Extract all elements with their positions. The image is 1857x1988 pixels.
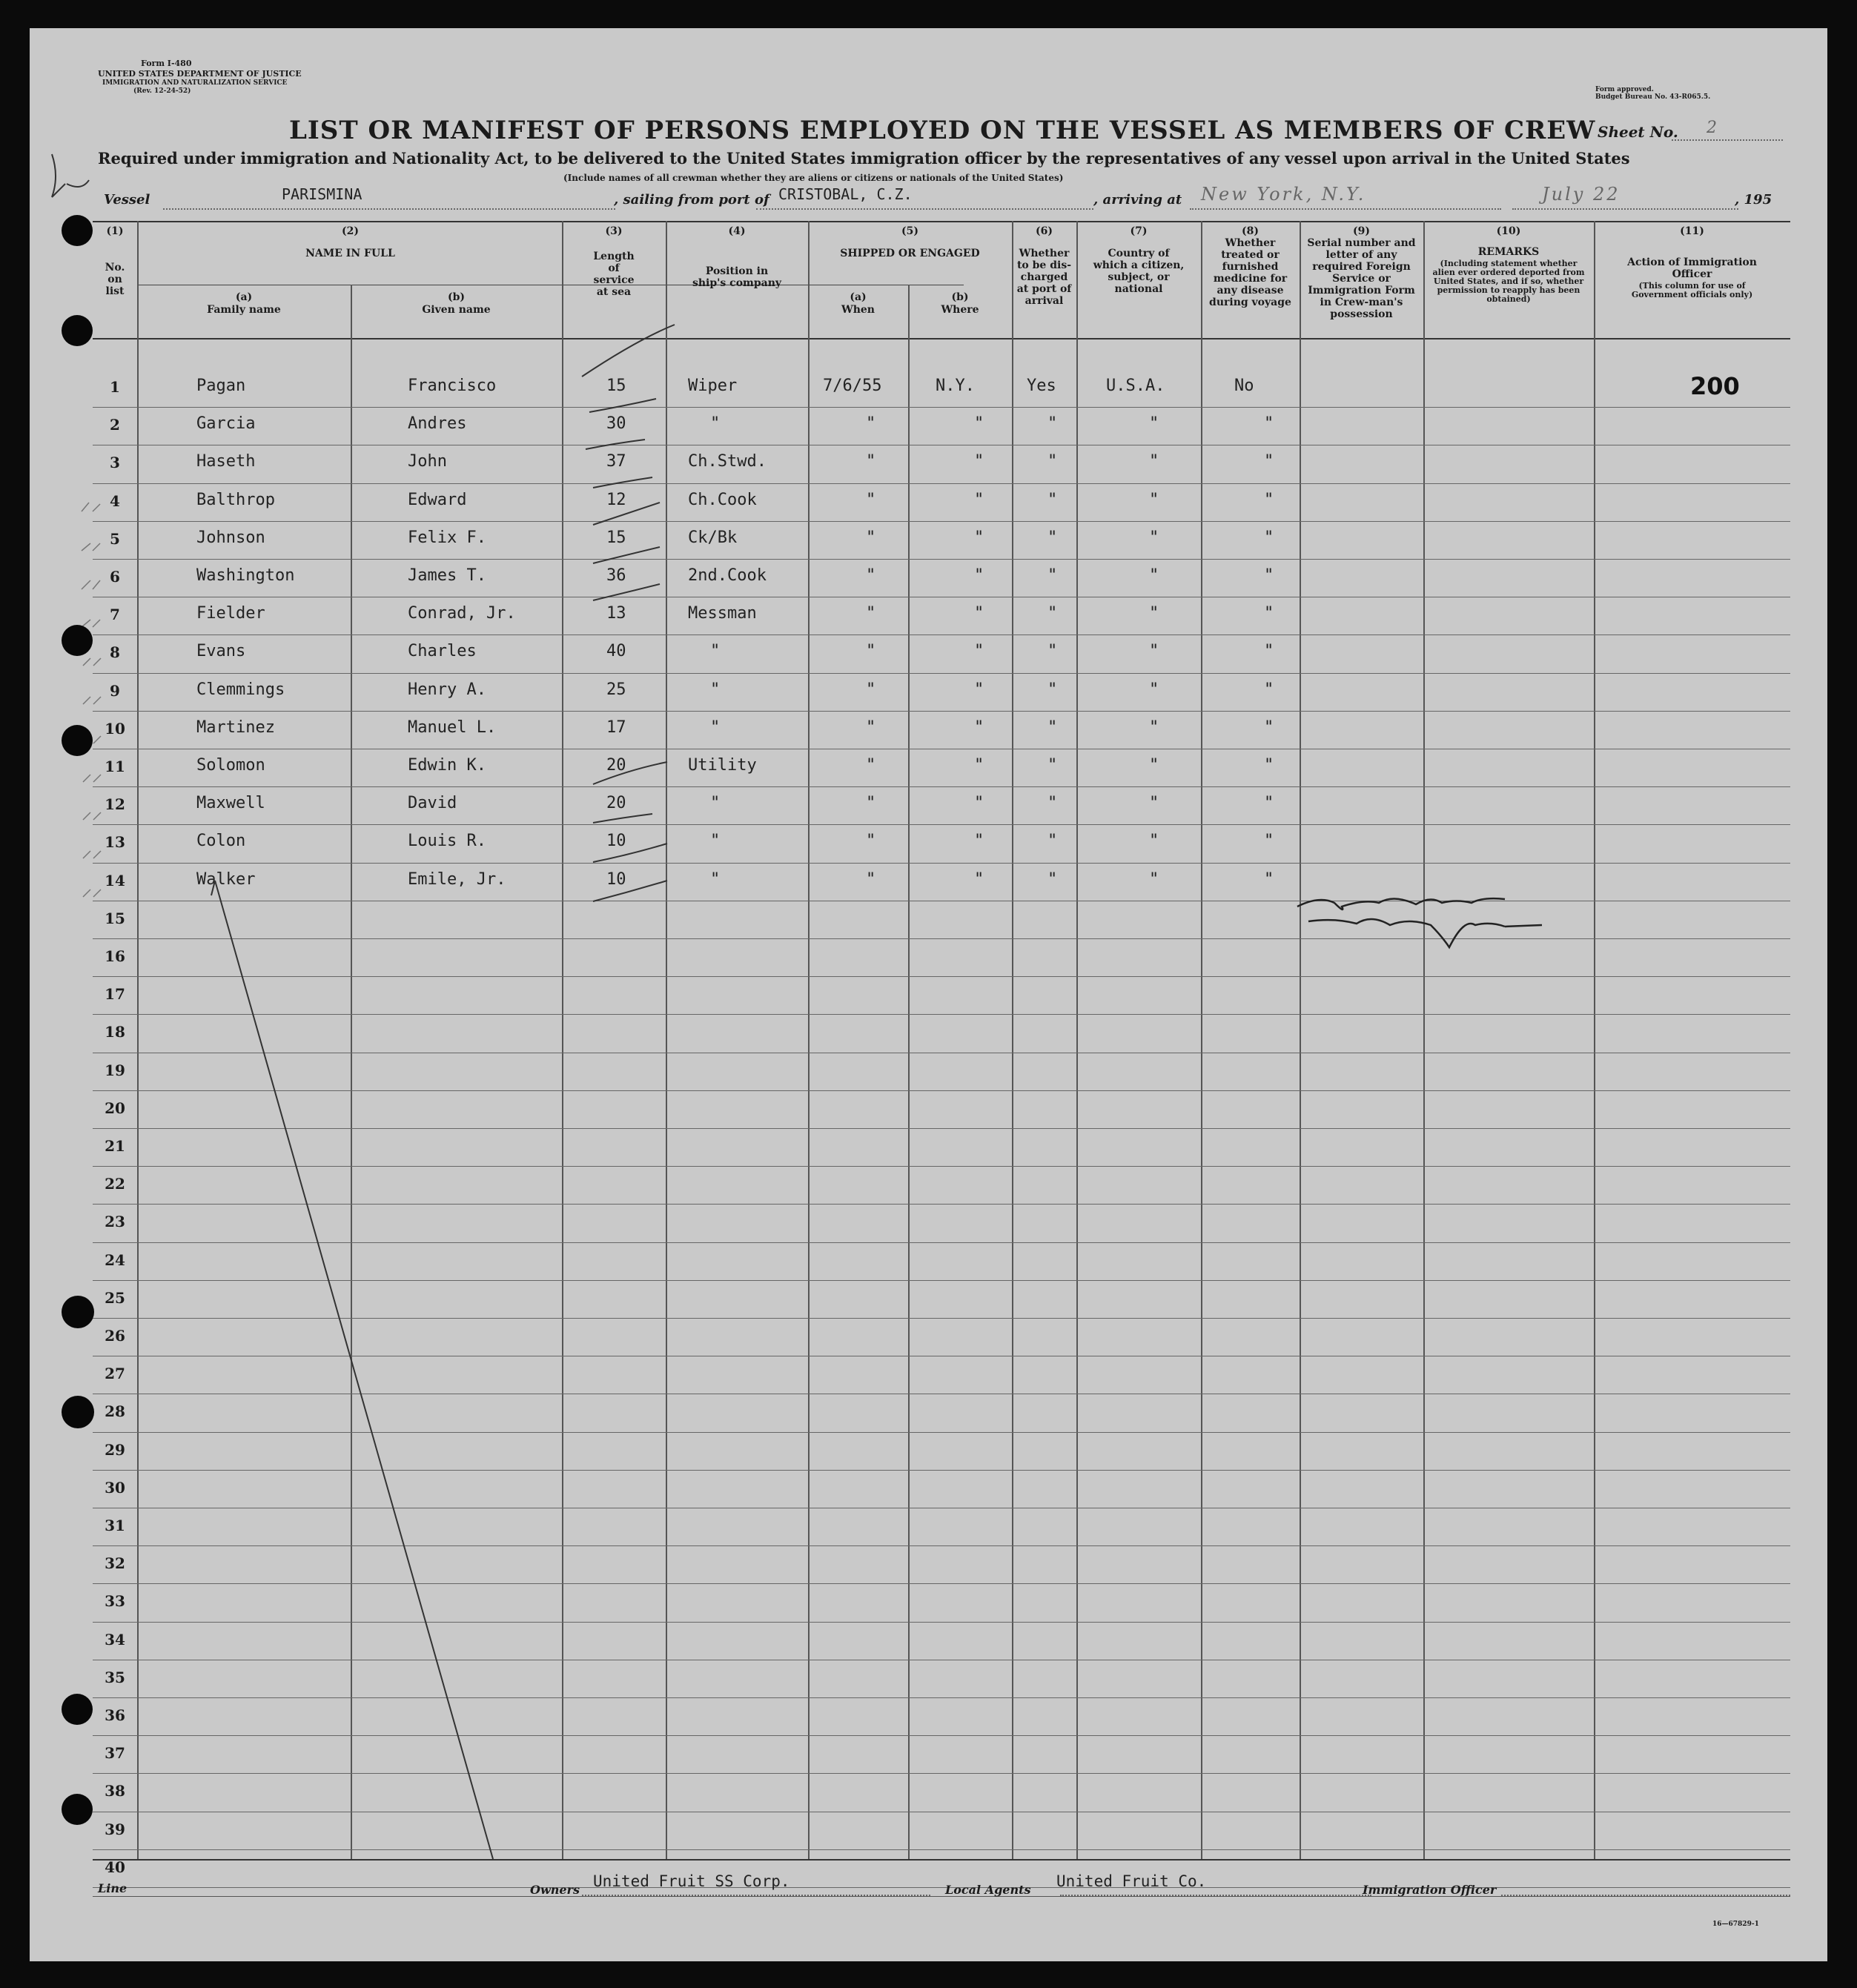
row-number: 29 — [105, 1441, 125, 1459]
cell-treated: " — [1264, 566, 1274, 585]
year-label: , 195 — [1735, 192, 1772, 208]
cell-given: David — [408, 794, 457, 812]
cell-country: U.S.A. — [1106, 377, 1165, 395]
col5a-num: (a) — [850, 291, 867, 303]
stamp-number: 200 — [1690, 372, 1740, 400]
service: IMMIGRATION AND NATURALIZATION SERVICE — [102, 79, 288, 87]
cell-discharge: " — [1047, 680, 1058, 699]
row-number: 34 — [105, 1631, 125, 1649]
cell-treated: " — [1264, 756, 1274, 775]
row-number: 37 — [105, 1744, 125, 1762]
cell-given: Edwin K. — [408, 756, 486, 775]
cell-discharge: " — [1047, 756, 1058, 775]
cell-family: Clemmings — [196, 680, 285, 699]
col2b-num: (b) — [447, 291, 466, 303]
binder-hole — [62, 1296, 94, 1328]
col5a-header: When — [841, 304, 875, 316]
row-number: 5 — [110, 530, 120, 548]
cell-treated: " — [1264, 642, 1274, 660]
col9-num: (9) — [1353, 225, 1370, 237]
col6-header: Whether to be dis-charged at port of arrival — [1016, 248, 1072, 307]
col3-num: (3) — [605, 225, 623, 237]
cell-position: Messman — [688, 604, 757, 623]
cell-when: " — [866, 491, 876, 509]
row-number: 23 — [105, 1213, 125, 1230]
col11-header: Action of Immigration Officer — [1627, 256, 1757, 280]
cell-when: " — [866, 718, 876, 737]
row-number: 26 — [105, 1327, 125, 1345]
cell-treated: " — [1264, 832, 1274, 850]
row-number: 2 — [110, 416, 120, 434]
cell-discharge: " — [1047, 414, 1058, 433]
cell-given: Francisco — [408, 377, 497, 395]
cell-discharge: " — [1047, 718, 1058, 737]
col5b-header: Where — [941, 304, 979, 316]
cell-position: Ch.Stwd. — [688, 452, 767, 471]
cell-service: 15 — [606, 377, 626, 395]
cell-service: 15 — [606, 529, 626, 547]
cell-when: " — [866, 642, 876, 660]
cell-treated: " — [1264, 718, 1274, 737]
cell-service: 10 — [606, 870, 626, 889]
arriving-label: , arriving at — [1093, 192, 1182, 208]
cell-when: " — [866, 832, 876, 850]
cell-given: Emile, Jr. — [408, 870, 506, 889]
row-number: 39 — [105, 1820, 125, 1838]
col3-header: Length of service at sea — [593, 251, 635, 298]
cell-discharge: " — [1047, 566, 1058, 585]
row-number: 6 — [110, 568, 120, 586]
vessel-name: PARISMINA — [282, 185, 363, 203]
row-number: 15 — [105, 909, 125, 927]
cell-given: Henry A. — [408, 680, 486, 699]
row-number: 1 — [110, 378, 120, 396]
page-title: LIST OR MANIFEST OF PERSONS EMPLOYED ON THE VESSEL AS MEMBERS OF CREW — [289, 116, 1596, 145]
cell-family: Evans — [196, 642, 246, 660]
col1-header: No. on list — [105, 262, 125, 297]
row-number: 14 — [105, 872, 125, 889]
cell-country: " — [1149, 604, 1159, 623]
col6-num: (6) — [1036, 225, 1053, 237]
cell-country: " — [1149, 414, 1159, 433]
cell-given: Manuel L. — [408, 718, 497, 737]
cell-family: Walker — [196, 870, 256, 889]
row-number: 18 — [105, 1023, 125, 1041]
cell-discharge: " — [1047, 870, 1058, 889]
row-number: 10 — [105, 720, 125, 738]
arriving-place: New York, N.Y. — [1201, 184, 1366, 205]
owners-name: United Fruit SS Corp. — [593, 1872, 790, 1890]
binder-hole — [62, 215, 93, 246]
binder-hole — [62, 625, 93, 656]
cell-country: " — [1149, 452, 1159, 471]
cell-where: " — [974, 452, 984, 471]
agents-name: United Fruit Co. — [1056, 1872, 1207, 1890]
cell-where: " — [974, 870, 984, 889]
col5-header: SHIPPED OR ENGAGED — [840, 248, 980, 259]
cell-service: 30 — [606, 414, 626, 433]
row-number: 27 — [105, 1365, 125, 1382]
col10-num: (10) — [1496, 225, 1521, 237]
row-number: 17 — [105, 985, 125, 1003]
cell-country: " — [1149, 870, 1159, 889]
col7-num: (7) — [1130, 225, 1148, 237]
cell-family: Johnson — [196, 529, 265, 547]
col11-note: (This column for use of Government officials only) — [1631, 281, 1753, 299]
cell-family: Fielder — [196, 604, 265, 623]
col8-num: (8) — [1242, 225, 1259, 237]
cell-when: " — [866, 529, 876, 547]
cell-where: " — [974, 642, 984, 660]
cell-discharge: " — [1047, 832, 1058, 850]
col8-header: Whether treated or furnished medicine for any disease during voyage — [1209, 237, 1291, 308]
sheet-number: 2 — [1707, 119, 1719, 137]
cell-discharge: " — [1047, 529, 1058, 547]
row-number: 16 — [105, 947, 125, 965]
cell-family: Colon — [196, 832, 246, 850]
cell-family: Garcia — [196, 414, 256, 433]
cell-position: Utility — [688, 756, 757, 775]
binder-hole — [62, 1396, 94, 1428]
row-number: 40 — [105, 1858, 125, 1876]
line-label: Line — [98, 1881, 128, 1895]
cell-given: John — [408, 452, 447, 471]
cell-given: Edward — [408, 491, 467, 509]
cell-position: " — [710, 414, 721, 433]
cell-position: " — [710, 718, 721, 737]
row-number: 28 — [105, 1402, 125, 1420]
cell-where: " — [974, 566, 984, 585]
cell-discharge: Yes — [1027, 377, 1056, 395]
budget-bureau: Budget Bureau No. 43-R065.5. — [1595, 93, 1711, 101]
sailing-label: , sailing from port of — [614, 192, 769, 208]
cell-position: " — [710, 680, 721, 699]
cell-given: James T. — [408, 566, 486, 585]
form-approved: Form approved. — [1595, 86, 1654, 93]
row-number: 32 — [105, 1554, 125, 1572]
cell-given: Felix F. — [408, 529, 486, 547]
cell-where: " — [974, 794, 984, 812]
cell-family: Washington — [196, 566, 295, 585]
cell-where: " — [974, 718, 984, 737]
cell-discharge: " — [1047, 452, 1058, 471]
cell-when: " — [866, 604, 876, 623]
col4-num: (4) — [728, 225, 746, 237]
cell-discharge: " — [1047, 642, 1058, 660]
col10-note: (Including statement whether alien ever ordered deported from United States, and if so, whether permission to reapply has been obtained) — [1432, 259, 1585, 304]
cell-when: " — [866, 452, 876, 471]
cell-treated: No — [1234, 377, 1254, 395]
binder-hole — [62, 1694, 93, 1725]
cell-position: " — [710, 642, 721, 660]
row-number: 19 — [105, 1061, 125, 1079]
row-number: 11 — [105, 758, 125, 775]
row-number: 25 — [105, 1289, 125, 1307]
cell-service: 25 — [606, 680, 626, 699]
cell-treated: " — [1264, 604, 1274, 623]
row-number: 12 — [105, 795, 125, 813]
row-number: 20 — [105, 1099, 125, 1117]
cell-service: 13 — [606, 604, 626, 623]
row-number: 9 — [110, 682, 120, 700]
col2b-header: Given name — [422, 304, 491, 316]
cell-where: " — [974, 832, 984, 850]
cell-position: Ch.Cook — [688, 491, 757, 509]
col2a-header: Family name — [207, 304, 281, 316]
cell-treated: " — [1264, 452, 1274, 471]
cell-discharge: " — [1047, 604, 1058, 623]
col9-header: Serial number and letter of any required Foreign Service or Immigration Form in Crew-man's possession — [1307, 237, 1416, 320]
cell-given: Charles — [408, 642, 477, 660]
cell-where: " — [974, 414, 984, 433]
row-number: 7 — [110, 606, 120, 623]
officer-label: Immigration Officer — [1363, 1883, 1497, 1897]
row-number: 36 — [105, 1706, 125, 1724]
cell-where: N.Y. — [936, 377, 975, 395]
binder-hole — [62, 315, 93, 346]
row-number: 3 — [110, 454, 120, 471]
cell-when: " — [866, 680, 876, 699]
cell-family: Haseth — [196, 452, 256, 471]
row-number: 30 — [105, 1479, 125, 1497]
cell-where: " — [974, 604, 984, 623]
col2-num: (2) — [342, 225, 359, 237]
cell-treated: " — [1264, 870, 1274, 889]
required-statement: Required under immigration and Nationality Act, to be delivered to the United States immigration officer by the representatives of any vessel upon arrival in the United States — [98, 149, 1630, 168]
sailing-port: CRISTOBAL, C.Z. — [778, 185, 913, 203]
cell-service: 12 — [606, 491, 626, 509]
cell-given: Andres — [408, 414, 467, 433]
handwritten-marks — [30, 28, 1827, 1961]
owners-label: Owners — [530, 1883, 580, 1897]
cell-country: " — [1149, 529, 1159, 547]
cell-position: " — [710, 832, 721, 850]
cell-family: Balthrop — [196, 491, 275, 509]
cell-country: " — [1149, 566, 1159, 585]
cell-position: Ck/Bk — [688, 529, 738, 547]
department: UNITED STATES DEPARTMENT OF JUSTICE — [98, 69, 302, 79]
cell-where: " — [974, 491, 984, 509]
cell-given: Louis R. — [408, 832, 486, 850]
cell-treated: " — [1264, 491, 1274, 509]
cell-position: " — [710, 870, 721, 889]
cell-position: 2nd.Cook — [688, 566, 767, 585]
cell-country: " — [1149, 794, 1159, 812]
print-code: 16—67829-1 — [1712, 1921, 1759, 1928]
row-number: 13 — [105, 833, 125, 851]
cell-when: " — [866, 870, 876, 889]
col10-header: REMARKS — [1477, 246, 1540, 258]
cell-family: Martinez — [196, 718, 275, 737]
cell-family: Maxwell — [196, 794, 265, 812]
cell-family: Pagan — [196, 377, 246, 395]
cell-given: Conrad, Jr. — [408, 604, 516, 623]
cell-treated: " — [1264, 529, 1274, 547]
cell-country: " — [1149, 491, 1159, 509]
cell-when: " — [866, 756, 876, 775]
cell-service: 20 — [606, 756, 626, 775]
row-number: 21 — [105, 1137, 125, 1155]
cell-service: 40 — [606, 642, 626, 660]
cell-treated: " — [1264, 680, 1274, 699]
revision: (Rev. 12-24-52) — [133, 87, 191, 95]
vessel-label: Vessel — [104, 192, 150, 208]
cell-when: " — [866, 794, 876, 812]
cell-when: " — [866, 414, 876, 433]
cell-service: 10 — [606, 832, 626, 850]
cell-country: " — [1149, 832, 1159, 850]
cell-service: 37 — [606, 452, 626, 471]
cell-service: 20 — [606, 794, 626, 812]
col5-num: (5) — [901, 225, 918, 237]
row-number: 24 — [105, 1251, 125, 1269]
cell-position: " — [710, 794, 721, 812]
row-number: 4 — [110, 492, 120, 510]
cell-service: 17 — [606, 718, 626, 737]
row-number: 35 — [105, 1669, 125, 1686]
cell-country: " — [1149, 642, 1159, 660]
row-number: 31 — [105, 1517, 125, 1534]
col2a-num: (a) — [235, 291, 253, 303]
row-number: 38 — [105, 1782, 125, 1800]
cell-when: 7/6/55 — [823, 377, 882, 395]
col7-header: Country of which a citizen, subject, or national — [1093, 248, 1185, 295]
arriving-date: July 22 — [1542, 184, 1621, 205]
row-number: 33 — [105, 1592, 125, 1610]
col4-header: Position in ship's company — [692, 265, 782, 289]
cell-country: " — [1149, 680, 1159, 699]
cell-country: " — [1149, 756, 1159, 775]
cell-service: 36 — [606, 566, 626, 585]
agents-label: Local Agents — [945, 1883, 1031, 1897]
binder-hole — [62, 725, 93, 756]
include-note: (Include names of all crewman whether they are aliens or citizens or nationals of the United States) — [563, 173, 1064, 183]
cell-discharge: " — [1047, 794, 1058, 812]
cell-where: " — [974, 756, 984, 775]
cell-family: Solomon — [196, 756, 265, 775]
col2-header: NAME IN FULL — [305, 248, 395, 259]
col5b-num: (b) — [951, 291, 969, 303]
cell-where: " — [974, 680, 984, 699]
form-number: Form I-480 — [141, 59, 192, 68]
cell-discharge: " — [1047, 491, 1058, 509]
cell-position: Wiper — [688, 377, 738, 395]
cell-when: " — [866, 566, 876, 585]
col11-num: (11) — [1680, 225, 1704, 237]
binder-hole — [62, 1794, 93, 1825]
cell-where: " — [974, 529, 984, 547]
cell-country: " — [1149, 718, 1159, 737]
cell-treated: " — [1264, 414, 1274, 433]
col1-num: (1) — [106, 225, 124, 237]
row-number: 22 — [105, 1175, 125, 1193]
sheet-label: Sheet No. — [1598, 123, 1678, 141]
manifest-sheet — [30, 28, 1827, 1961]
cell-treated: " — [1264, 794, 1274, 812]
row-number: 8 — [110, 643, 120, 661]
